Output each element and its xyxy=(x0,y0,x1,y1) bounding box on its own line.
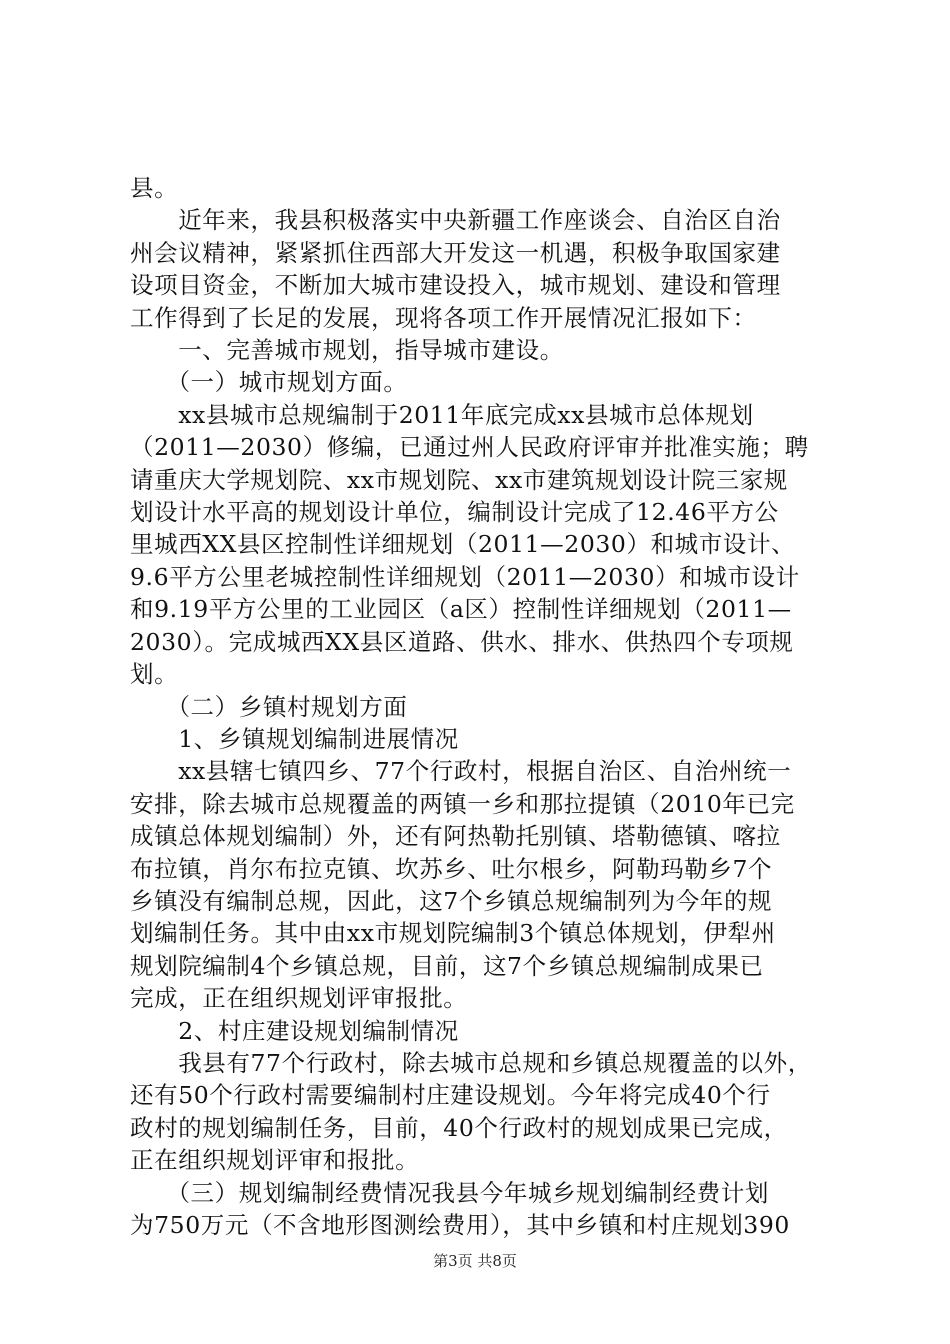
text-line: 安排，除去城市总规覆盖的两镇一乡和那拉提镇（2010年已完 xyxy=(130,789,795,818)
text-line: 政村的规划编制任务，目前，40个行政村的规划成果已完成， xyxy=(130,1113,788,1142)
text-line: 布拉镇，肖尔布拉克镇、坎苏乡、吐尔根乡，阿勒玛勒乡7个 xyxy=(130,854,773,883)
text-line: 2、村庄建设规划编制情况 xyxy=(130,1016,459,1045)
text-line: 还有50个行政村需要编制村庄建设规划。今年将完成40个行 xyxy=(130,1081,771,1110)
text-line: （二）乡镇村规划方面 xyxy=(130,692,408,721)
text-line: 一、完善城市规划，指导城市建设。 xyxy=(130,336,564,365)
body-text xyxy=(130,172,830,1241)
text-line: 2030）。完成城西XX县区道路、供水、排水、供热四个专项规 xyxy=(130,627,794,656)
text-line: 县。 xyxy=(130,174,179,202)
text-line: （2011—2030）修编，已通过州人民政府评审并批准实施；聘 xyxy=(130,433,809,462)
text-line: 完成，正在组织规划评审报批。 xyxy=(130,984,468,1013)
text-line: 州会议精神，紧紧抓住西部大开发这一机遇，积极争取国家建 xyxy=(130,238,781,267)
text-line: 工作得到了长足的发展，现将各项工作开展情况汇报如下： xyxy=(130,303,757,332)
text-line: 和9.19平方公里的工业园区（a区）控制性详细规划（2011— xyxy=(130,595,792,624)
text-line: 里城西XX县区控制性详细规划（2011—2030）和城市设计、 xyxy=(130,530,796,559)
text-line: 请重庆大学规划院、xx市规划院、xx市建筑规划设计院三家规 xyxy=(130,465,788,494)
text-line: 9.6平方公里老城控制性详细规划（2011—2030）和城市设计 xyxy=(130,562,800,591)
text-line: 正在组织规划评审和报批。 xyxy=(130,1146,420,1175)
text-line: 划。 xyxy=(130,660,179,689)
text-line: 规划院编制4个乡镇总规，目前，这7个乡镇总规编制成果已 xyxy=(130,951,764,980)
text-line: xx县辖七镇四乡、77个行政村，根据自治区、自治州统一 xyxy=(130,757,792,786)
text-line: 乡镇没有编制总规，因此，这7个乡镇总规编制列为今年的规 xyxy=(130,886,773,915)
page-footer: 第3页 共8页 xyxy=(433,1252,517,1270)
text-line: 我县有77个行政村，除去城市总规和乡镇总规覆盖的以外， xyxy=(130,1048,812,1077)
text-line: 划编制任务。其中由xx市规划院编制3个镇总体规划，伊犁州 xyxy=(130,919,776,948)
text-line: 划设计水平高的规划设计单位，编制设计完成了12.46平方公 xyxy=(130,498,779,527)
text-line: 设项目资金，不断加大城市建设投入，城市规划、建设和管理 xyxy=(130,271,781,300)
text-line: （三）规划编制经费情况我县今年城乡规划编制经费计划 xyxy=(130,1178,769,1207)
text-line: 1、乡镇规划编制进展情况 xyxy=(130,724,459,753)
text-line: （一）城市规划方面。 xyxy=(130,368,408,397)
text-line: 近年来，我县积极落实中央新疆工作座谈会、自治区自治 xyxy=(130,206,781,235)
text-line: xx县城市总规编制于2011年底完成xx县城市总体规划 xyxy=(130,400,754,429)
text-line: 成镇总体规划编制）外，还有阿热勒托别镇、塔勒德镇、喀拉 xyxy=(130,822,781,851)
text-line: 为750万元（不含地形图测绘费用），其中乡镇和村庄规划390 xyxy=(130,1211,790,1239)
